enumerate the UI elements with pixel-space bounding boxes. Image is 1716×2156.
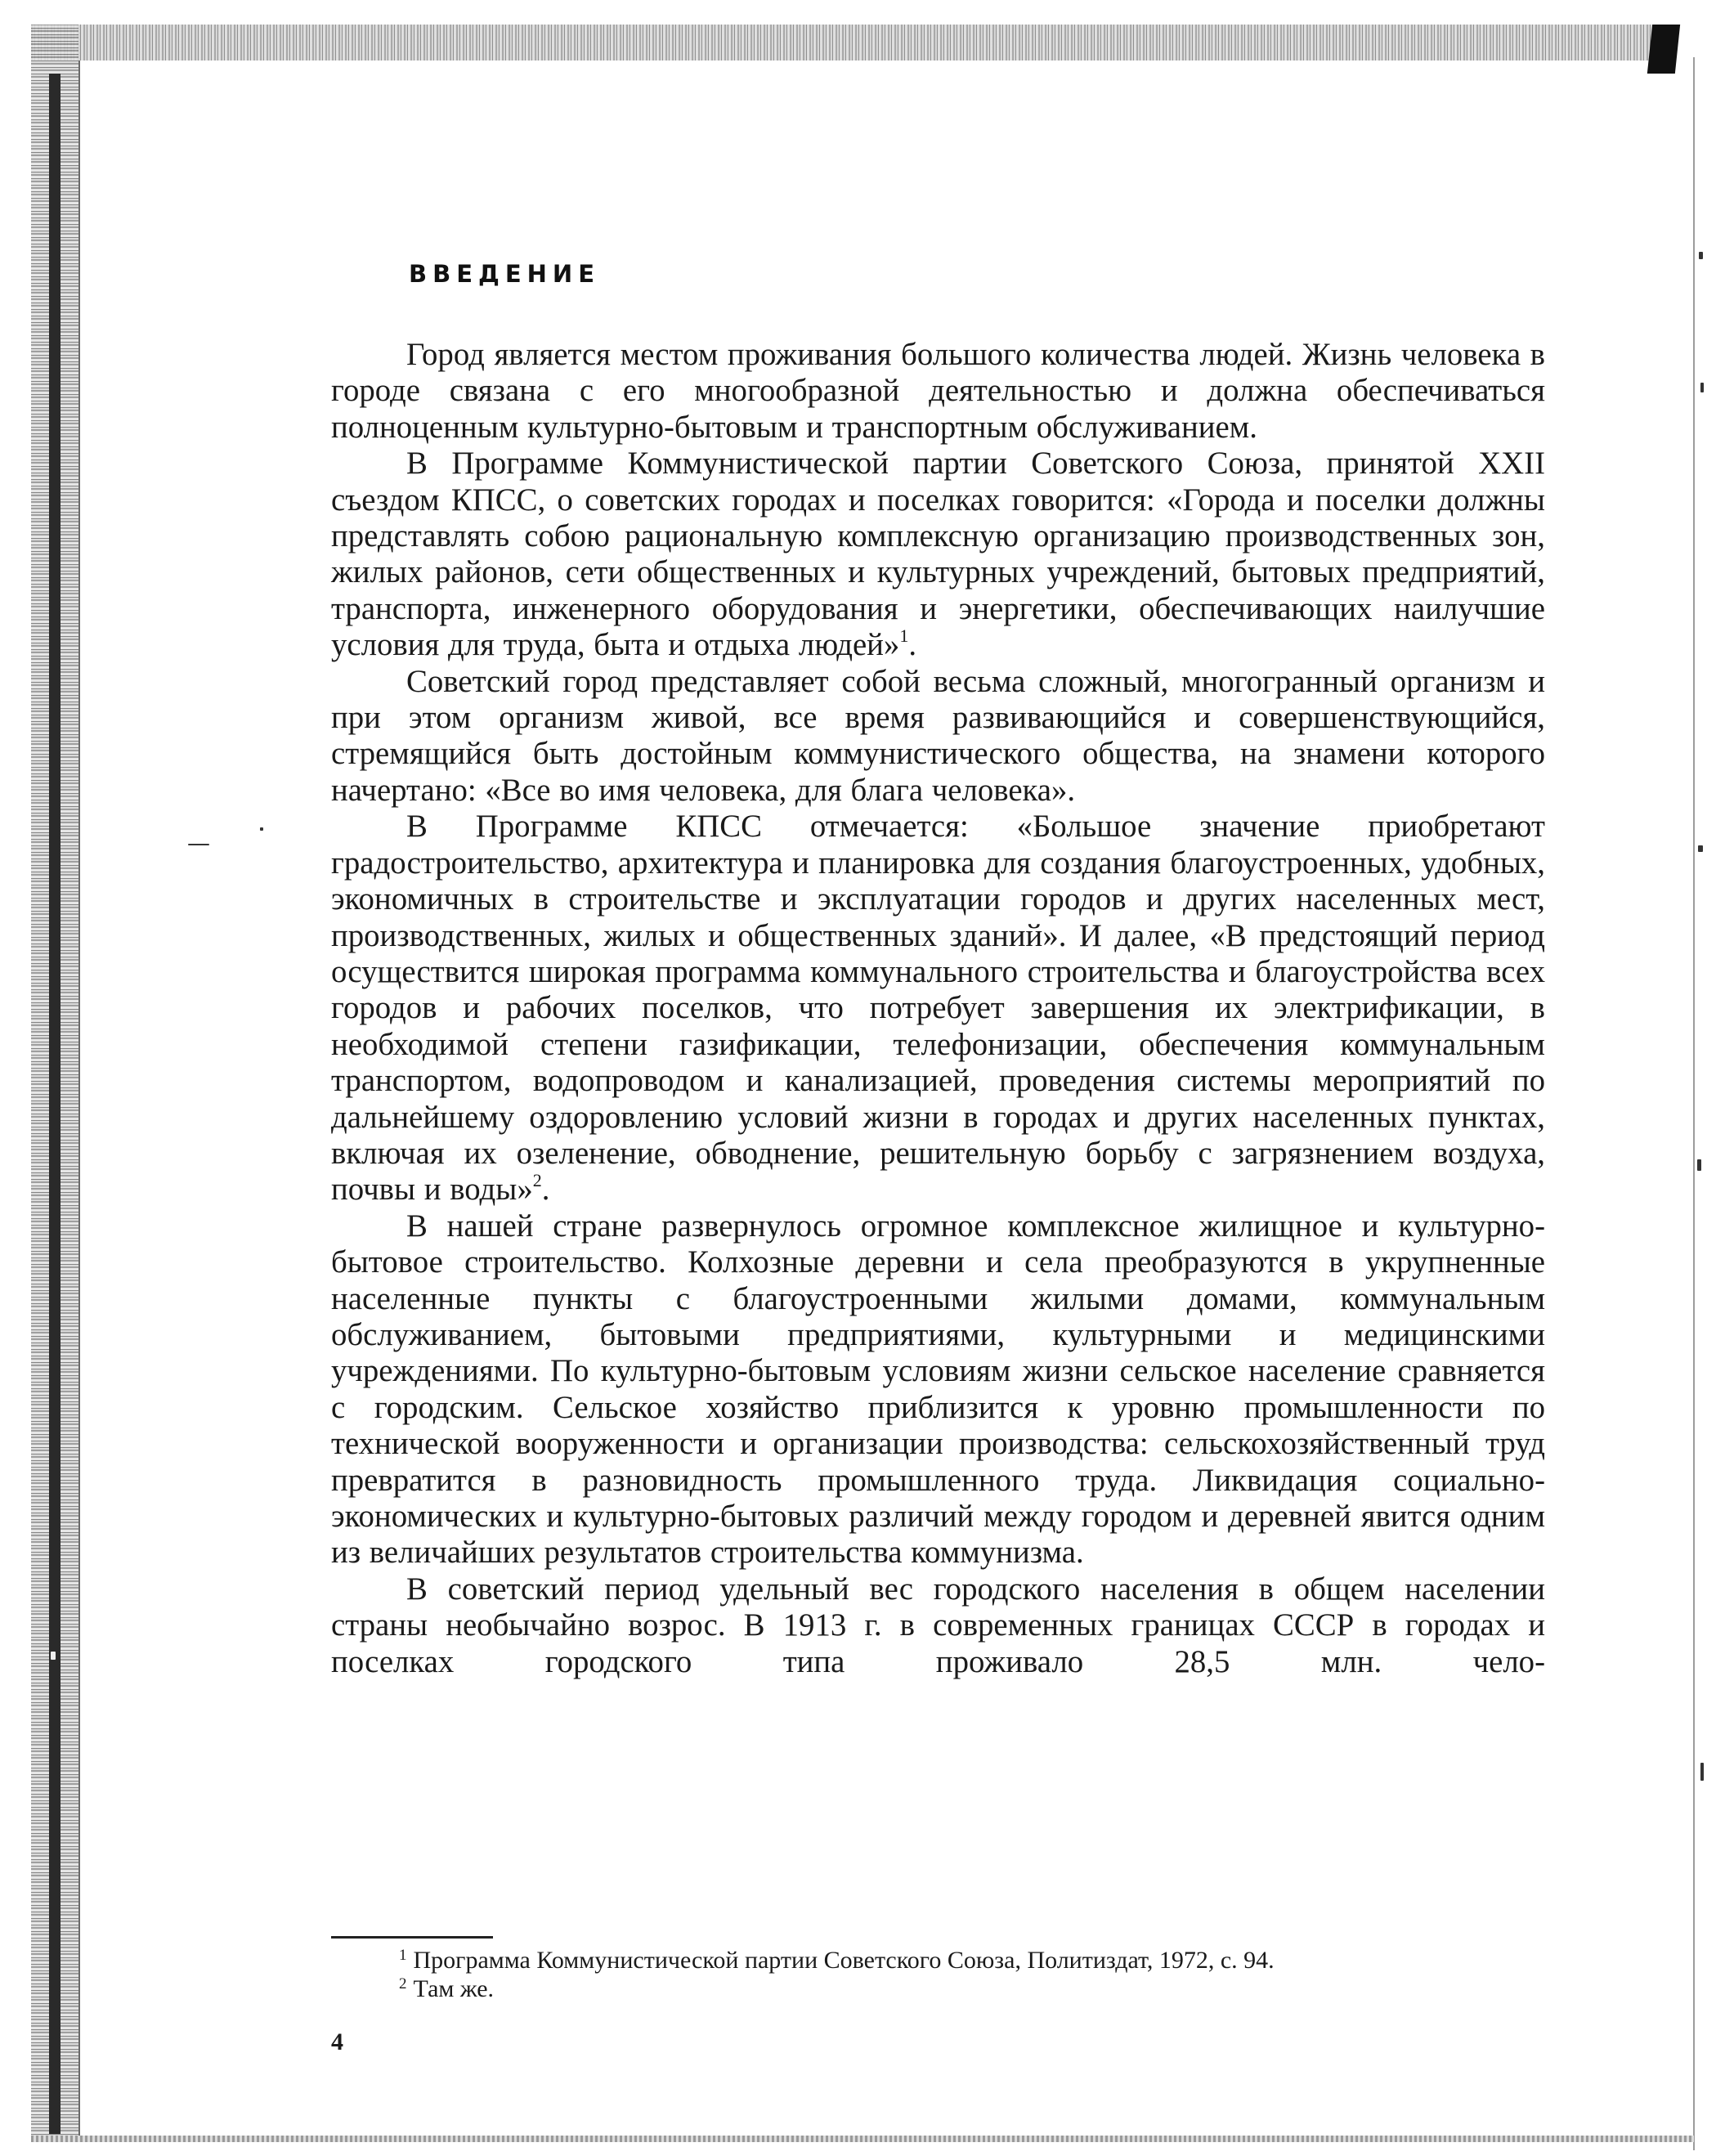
footnotes (399, 1946, 1545, 2003)
paragraph (331, 664, 1545, 809)
scan-right-edge (1693, 57, 1695, 2150)
scan-speck (1700, 1763, 1704, 1781)
footnote-number: 2 (399, 1975, 407, 1992)
scan-border-bottom (31, 2136, 1694, 2142)
sentence-end: . (908, 627, 917, 663)
paragraph-text: В Программе Коммунистической партии Советского Союза, принятой XXII съездом КПСС, о советских городах и поселках говорится: «Города и поселки должны представлять собою рациональную комплексную организацию производственных зон, жилых районов, сети общественных и культурных учреждений, бытовых предприятий, транспорта, инженерного оборудования и энергетики, обеспечивающих наилучшие условия для труда, быта и отдыха людей» (331, 446, 1545, 663)
scan-speck (1700, 383, 1704, 392)
paragraph-text: В советский период удельный вес городского населения в общем населении страны необычайно возрос. В 1913 г. в современных границах СССР в городах и поселках городского типа проживало 28,5 млн. чело- (331, 1571, 1545, 1679)
footnote-text: Программа Коммунистической партии Советского Союза, Политиздат, 1972, с. 94. (413, 1947, 1275, 1974)
scan-binding-edge (49, 74, 60, 2134)
page-number: 4 (331, 2028, 343, 2055)
paragraph (331, 809, 1545, 1208)
footnote-text: Там же. (413, 1975, 495, 2002)
scan-speck (1699, 252, 1703, 259)
scan-speck (1698, 845, 1703, 852)
scan-speck (51, 1652, 56, 1660)
paragraph-text: Город является местом проживания большого количества людей. Жизнь человека в городе связана с его многообразной деятельностью и должна обеспечиваться полноценным культурно-бытовым и транспортным обслуживанием. (331, 337, 1545, 445)
paragraph (331, 337, 1545, 446)
footnote (399, 1946, 1545, 1974)
paragraph-text: В нашей стране развернулось огромное комплексное жилищное и культурно-бытовое строительство. Колхозные деревни и села преобразуются в укрупненные населенные пункты с благоустроенными жилыми домами, коммунальным обслуживанием, бытовыми предприятиями, культурными и медицинскими учреждениями. По культурно-бытовым условиям жизни сельское население сравняется с городским. Сельское хозяйство приблизится к уровню промышленности по технической вооруженности и организации производства: сельскохозяйственный труд превратится в разновидность промышленного труда. Ликвидация социально-экономических и культурно-бытовых различий между городом и деревней явится одним из величайших результатов строительства коммунизма. (331, 1208, 1545, 1571)
footnote (399, 1974, 1545, 2003)
scan-speck (1697, 1159, 1701, 1171)
paragraph-text: Советский город представляет собой весьма сложный, многогранный организм и при этом организм живой, все время развивающийся и совершенствующийся, стремящийся быть достойным коммунистического общества, на знамени которого начертано: «Все во имя человека, для блага человека». (331, 663, 1545, 808)
paragraph (331, 1208, 1545, 1571)
paragraph (331, 446, 1545, 663)
footnote-ref: 1 (899, 625, 909, 647)
body-text (331, 337, 1545, 1680)
footnote-number: 1 (399, 1947, 407, 1964)
scan-speck (188, 844, 209, 845)
footnote-rule (331, 1936, 493, 1939)
paragraph (331, 1571, 1545, 1680)
scan-border-top (31, 25, 1658, 61)
sentence-end: . (541, 1172, 550, 1208)
scan-speck (260, 827, 263, 831)
section-heading: ВВЕДЕНИЕ (409, 260, 601, 288)
footnote-ref: 2 (532, 1170, 542, 1191)
paragraph-text: В Программе КПСС отмечается: «Большое значение приобретают градостроительство, архитектура и планировка для создания благоустроенных, удобных, экономичных в строительстве и эксплуатации городов и других населенных мест, производственных, жилых и общественных зданий». И далее, «В предстоящий период осуществится широкая программа коммунального строительства и благоустройства всех городов и рабочих поселков, что потребует завершения их электрификации, в необходимой степени газификации, телефонизации, обеспечения коммунальным транспортом, водопроводом и канализацией, проведения системы мероприятий по дальнейшему оздоровлению условий жизни в городах и других населенных пунктах, включая их озеленение, обводнение, решительную борьбу с загрязнением воздуха, почвы и воды» (331, 809, 1545, 1208)
scan-inner-line (78, 61, 80, 2137)
scan-corner-shadow (1647, 25, 1680, 74)
